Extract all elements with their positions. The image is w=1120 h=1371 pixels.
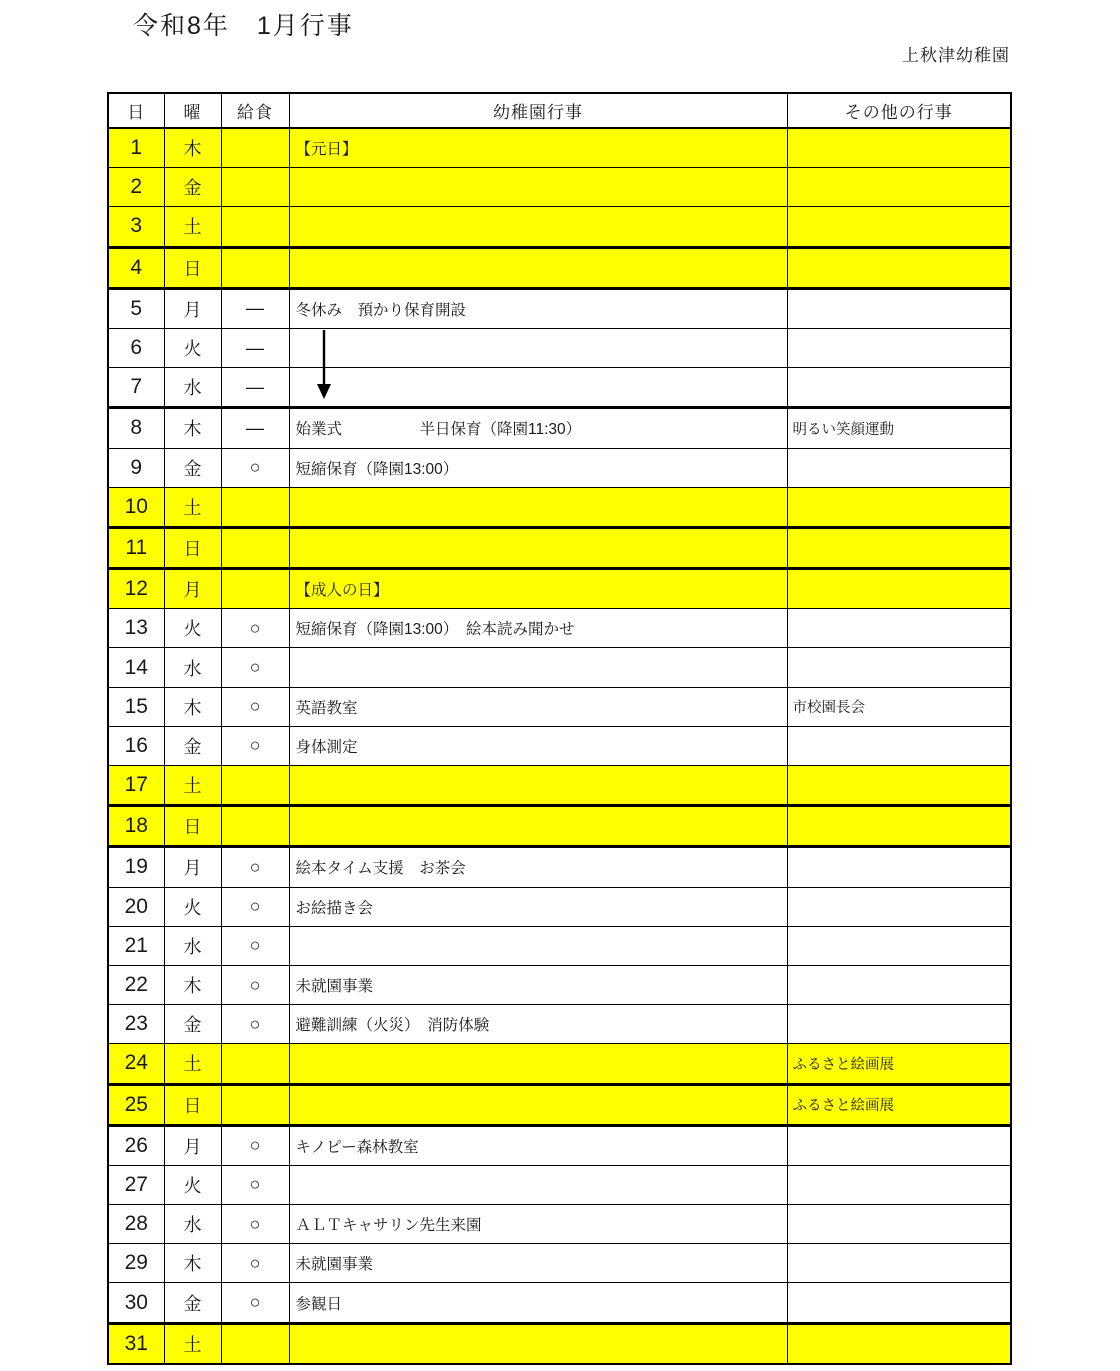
weekday-cell: 日: [164, 527, 221, 568]
calendar-row-5: [108, 288, 1011, 328]
day-cell: 16: [108, 726, 164, 765]
event-cell: [289, 766, 787, 806]
calendar-row-7: [108, 368, 1011, 408]
event-cell: 【成人の日】: [289, 569, 787, 609]
weekday-cell: 木: [164, 1244, 221, 1283]
day-cell: 21: [108, 926, 164, 965]
event-calendar-table: [107, 92, 1012, 1365]
event-cell: お絵描き会: [289, 887, 787, 926]
day-cell: 11: [108, 527, 164, 568]
calendar-row-27: [108, 1165, 1011, 1204]
day-cell: 8: [108, 408, 164, 448]
other-event-cell: [787, 569, 1011, 609]
event-cell: [289, 527, 787, 568]
weekday-cell: 水: [164, 1205, 221, 1244]
event-cell: 始業式 半日保育（降園11:30）: [289, 408, 787, 448]
weekday-cell: 金: [164, 1283, 221, 1323]
calendar-row-16: [108, 726, 1011, 765]
day-cell: 14: [108, 648, 164, 687]
other-event-cell: [787, 609, 1011, 648]
other-event-cell: [787, 1125, 1011, 1165]
day-cell: 7: [108, 368, 164, 408]
lunch-cell: ―: [221, 368, 289, 408]
day-cell: 3: [108, 207, 164, 247]
event-cell: [289, 1084, 787, 1125]
calendar-row-13: [108, 609, 1011, 648]
calendar-row-11: [108, 527, 1011, 568]
column-header-kindergarten-events: 幼稚園行事: [289, 93, 787, 128]
other-event-cell: [787, 368, 1011, 408]
event-cell: [289, 1044, 787, 1084]
other-event-cell: [787, 965, 1011, 1004]
other-event-cell: [787, 1165, 1011, 1204]
weekday-cell: 水: [164, 368, 221, 408]
day-cell: 15: [108, 687, 164, 726]
calendar-row-6: [108, 328, 1011, 367]
event-cell: [289, 207, 787, 247]
event-cell: 【元日】: [289, 128, 787, 168]
event-cell: [289, 648, 787, 687]
lunch-cell: [221, 1323, 289, 1364]
weekday-cell: 金: [164, 448, 221, 487]
weekday-cell: 日: [164, 806, 221, 847]
calendar-row-30: [108, 1283, 1011, 1323]
day-cell: 25: [108, 1084, 164, 1125]
event-cell: 参観日: [289, 1283, 787, 1323]
day-cell: 29: [108, 1244, 164, 1283]
weekday-cell: 木: [164, 408, 221, 448]
calendar-row-26: [108, 1125, 1011, 1165]
lunch-cell: [221, 168, 289, 207]
lunch-cell: ○: [221, 965, 289, 1004]
other-event-cell: [787, 1323, 1011, 1364]
other-event-cell: [787, 207, 1011, 247]
lunch-cell: [221, 1084, 289, 1125]
calendar-row-22: [108, 965, 1011, 1004]
other-event-cell: [787, 648, 1011, 687]
day-cell: 17: [108, 766, 164, 806]
day-cell: 12: [108, 569, 164, 609]
calendar-row-25: [108, 1084, 1011, 1125]
event-cell: 未就園事業: [289, 1244, 787, 1283]
other-event-cell: ふるさと絵画展: [787, 1044, 1011, 1084]
event-cell: 冬休み 預かり保育開設: [289, 288, 787, 328]
event-cell: [289, 247, 787, 288]
other-event-cell: [787, 1005, 1011, 1044]
day-cell: 20: [108, 887, 164, 926]
weekday-cell: 月: [164, 847, 221, 887]
weekday-cell: 月: [164, 1125, 221, 1165]
other-event-cell: [787, 926, 1011, 965]
calendar-row-2: [108, 168, 1011, 207]
event-cell: 英語教室: [289, 687, 787, 726]
event-cell: [289, 487, 787, 527]
weekday-cell: 火: [164, 609, 221, 648]
calendar-row-21: [108, 926, 1011, 965]
weekday-cell: 金: [164, 1005, 221, 1044]
weekday-cell: 木: [164, 128, 221, 168]
lunch-cell: ○: [221, 1125, 289, 1165]
other-event-cell: [787, 726, 1011, 765]
calendar-row-28: [108, 1205, 1011, 1244]
calendar-row-1: [108, 128, 1011, 168]
weekday-cell: 土: [164, 207, 221, 247]
other-event-cell: [787, 247, 1011, 288]
column-header-lunch: 給食: [221, 93, 289, 128]
other-event-cell: [787, 1283, 1011, 1323]
day-cell: 4: [108, 247, 164, 288]
day-cell: 9: [108, 448, 164, 487]
lunch-cell: ―: [221, 408, 289, 448]
other-event-cell: [787, 448, 1011, 487]
other-event-cell: 市校園長会: [787, 687, 1011, 726]
event-cell: 避難訓練（火災） 消防体験: [289, 1005, 787, 1044]
day-cell: 22: [108, 965, 164, 1004]
calendar-row-24: [108, 1044, 1011, 1084]
day-cell: 13: [108, 609, 164, 648]
other-event-cell: [787, 288, 1011, 328]
lunch-cell: [221, 487, 289, 527]
weekday-cell: 日: [164, 1084, 221, 1125]
header-row: [108, 93, 1011, 128]
weekday-cell: 月: [164, 569, 221, 609]
calendar-row-12: [108, 569, 1011, 609]
lunch-cell: [221, 247, 289, 288]
event-cell: [289, 168, 787, 207]
calendar-row-8: [108, 408, 1011, 448]
lunch-cell: [221, 766, 289, 806]
weekday-cell: 水: [164, 648, 221, 687]
day-cell: 18: [108, 806, 164, 847]
weekday-cell: 月: [164, 288, 221, 328]
day-cell: 30: [108, 1283, 164, 1323]
column-header-weekday: 曜: [164, 93, 221, 128]
calendar-row-23: [108, 1005, 1011, 1044]
event-cell: [289, 1323, 787, 1364]
lunch-cell: ○: [221, 1244, 289, 1283]
other-event-cell: [787, 128, 1011, 168]
day-cell: 28: [108, 1205, 164, 1244]
calendar-row-14: [108, 648, 1011, 687]
event-cell: [289, 926, 787, 965]
calendar-row-3: [108, 207, 1011, 247]
event-cell: 絵本タイム支援 お茶会: [289, 847, 787, 887]
day-cell: 31: [108, 1323, 164, 1364]
column-header-day: 日: [108, 93, 164, 128]
lunch-cell: ○: [221, 887, 289, 926]
other-event-cell: [787, 168, 1011, 207]
event-cell: 短縮保育（降園13:00） 絵本読み聞かせ: [289, 609, 787, 648]
lunch-cell: ○: [221, 847, 289, 887]
weekday-cell: 金: [164, 726, 221, 765]
other-event-cell: [787, 328, 1011, 367]
day-cell: 26: [108, 1125, 164, 1165]
lunch-cell: ○: [221, 648, 289, 687]
other-event-cell: [787, 1205, 1011, 1244]
lunch-cell: ○: [221, 609, 289, 648]
day-cell: 5: [108, 288, 164, 328]
calendar-row-17: [108, 766, 1011, 806]
day-cell: 23: [108, 1005, 164, 1044]
other-event-cell: [787, 487, 1011, 527]
calendar-row-31: [108, 1323, 1011, 1364]
calendar-row-19: [108, 847, 1011, 887]
weekday-cell: 日: [164, 247, 221, 288]
event-cell: 短縮保育（降園13:00）: [289, 448, 787, 487]
lunch-cell: ○: [221, 1005, 289, 1044]
weekday-cell: 土: [164, 1323, 221, 1364]
day-cell: 10: [108, 487, 164, 527]
lunch-cell: ―: [221, 288, 289, 328]
lunch-cell: ○: [221, 448, 289, 487]
calendar-row-15: [108, 687, 1011, 726]
event-cell: [289, 368, 787, 408]
other-event-cell: ふるさと絵画展: [787, 1084, 1011, 1125]
weekday-cell: 木: [164, 965, 221, 1004]
day-cell: 2: [108, 168, 164, 207]
event-cell: [289, 806, 787, 847]
weekday-cell: 土: [164, 487, 221, 527]
event-cell: [289, 328, 787, 367]
calendar-row-10: [108, 487, 1011, 527]
event-cell: キノピー森林教室: [289, 1125, 787, 1165]
weekday-cell: 土: [164, 1044, 221, 1084]
day-cell: 27: [108, 1165, 164, 1204]
event-cell: 未就園事業: [289, 965, 787, 1004]
document-title: 令和8年 1月行事: [133, 12, 354, 40]
calendar-row-20: [108, 887, 1011, 926]
lunch-cell: [221, 1044, 289, 1084]
weekday-cell: 火: [164, 887, 221, 926]
other-event-cell: [787, 1244, 1011, 1283]
other-event-cell: 明るい笑顔運動: [787, 408, 1011, 448]
day-cell: 24: [108, 1044, 164, 1084]
weekday-cell: 土: [164, 766, 221, 806]
calendar-row-4: [108, 247, 1011, 288]
lunch-cell: [221, 128, 289, 168]
lunch-cell: ○: [221, 1165, 289, 1204]
column-header-other-events: その他の行事: [787, 93, 1011, 128]
calendar-row-9: [108, 448, 1011, 487]
other-event-cell: [787, 527, 1011, 568]
weekday-cell: 火: [164, 328, 221, 367]
lunch-cell: ○: [221, 726, 289, 765]
day-cell: 6: [108, 328, 164, 367]
weekday-cell: 木: [164, 687, 221, 726]
weekday-cell: 水: [164, 926, 221, 965]
day-cell: 1: [108, 128, 164, 168]
weekday-cell: 金: [164, 168, 221, 207]
weekday-cell: 火: [164, 1165, 221, 1204]
calendar-row-18: [108, 806, 1011, 847]
lunch-cell: [221, 806, 289, 847]
event-calendar: [107, 92, 1010, 1365]
school-name: 上秋津幼稚園: [902, 46, 1010, 65]
other-event-cell: [787, 887, 1011, 926]
lunch-cell: [221, 569, 289, 609]
event-cell: ＡＬＴキャサリン先生来園: [289, 1205, 787, 1244]
lunch-cell: [221, 207, 289, 247]
lunch-cell: ○: [221, 1205, 289, 1244]
lunch-cell: ○: [221, 687, 289, 726]
day-cell: 19: [108, 847, 164, 887]
event-cell: 身体測定: [289, 726, 787, 765]
other-event-cell: [787, 766, 1011, 806]
lunch-cell: ―: [221, 328, 289, 367]
calendar-row-29: [108, 1244, 1011, 1283]
lunch-cell: ○: [221, 1283, 289, 1323]
event-cell: [289, 1165, 787, 1204]
lunch-cell: ○: [221, 926, 289, 965]
lunch-cell: [221, 527, 289, 568]
other-event-cell: [787, 847, 1011, 887]
other-event-cell: [787, 806, 1011, 847]
